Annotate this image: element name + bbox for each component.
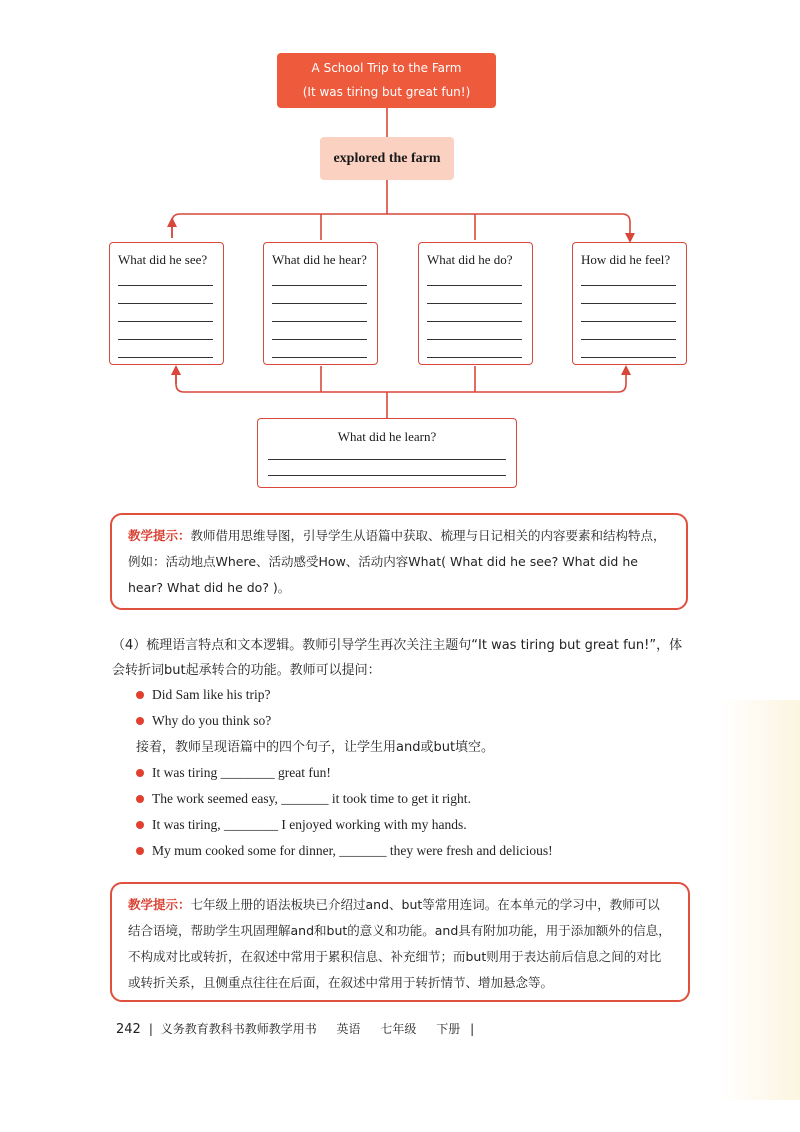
question-box-see xyxy=(109,242,224,365)
bullet-dot-icon xyxy=(136,821,144,829)
volume: 下册 xyxy=(436,1022,461,1036)
book-title: 义务教育教科书教师教学用书 xyxy=(160,1022,317,1036)
question-bullet xyxy=(136,710,271,732)
question-label: What did he see? xyxy=(118,252,208,267)
title-line-2: (It was tiring but great fun!) xyxy=(302,85,471,99)
bullet-text: It was tiring ________ great fun! xyxy=(152,765,331,780)
connector-top-bar xyxy=(172,214,630,238)
answer-line xyxy=(118,321,213,322)
answer-line xyxy=(118,303,213,304)
answer-line xyxy=(581,357,676,358)
bullet-text: The work seemed easy, _______ it took time to get it right. xyxy=(152,791,471,806)
tip-text: 七年级上册的语法板块已介绍过and、but等常用连词。在本单元的学习中，教师可以结合语境，帮助学生巩固理解and和but的意义和功能。and具有附加功能，用于添加额外的信息，不构成对比或转折，在叙述中常用于累积信息、补充细节；而but则用于表达前后信息之间的对比或转折关系，且侧重点往往在后面，在叙述中常用于转折情节、增加悬念等。 xyxy=(128,897,671,990)
section-paragraph-4: （4）梳理语言特点和文本逻辑。教师引导学生再次关注主题句“It was tiring but great fun!”，体会转折词but起承转合的功能。教师可以提问： xyxy=(112,638,683,678)
question-box-do xyxy=(418,242,533,365)
bullet-dot-icon xyxy=(136,769,144,777)
answer-line xyxy=(427,357,522,358)
answer-line xyxy=(581,285,676,286)
bullet-text: Why do you think so? xyxy=(152,713,272,728)
page-number: 242 xyxy=(116,1022,141,1037)
sentence-bullet xyxy=(136,762,331,784)
answer-line xyxy=(581,321,676,322)
bullet-dot-icon xyxy=(136,847,144,855)
page-footer: 242 | 义务教育教科书教师教学用书 英语 七年级 下册 | xyxy=(116,1022,475,1037)
answer-line xyxy=(268,475,506,476)
answer-line xyxy=(118,357,213,358)
bullet-dot-icon xyxy=(136,717,144,725)
question-label: What did he hear? xyxy=(272,252,367,267)
connector-bottom-bar xyxy=(176,368,626,392)
title-line-1: A School Trip to the Farm xyxy=(311,61,462,75)
answer-line xyxy=(272,303,367,304)
question-label: How did he feel? xyxy=(581,252,671,267)
answer-line xyxy=(272,285,367,286)
bullet-dot-icon xyxy=(136,691,144,699)
answer-line xyxy=(272,339,367,340)
question-bullet xyxy=(136,684,271,706)
answer-line xyxy=(427,321,522,322)
sentence-bullet xyxy=(136,840,553,862)
answer-line xyxy=(427,339,522,340)
answer-line xyxy=(272,357,367,358)
bullet-text: Did Sam like his trip? xyxy=(152,687,271,702)
grade: 七年级 xyxy=(380,1022,417,1036)
question-box-feel xyxy=(572,242,687,365)
question-label: What did he do? xyxy=(427,252,513,267)
tip-label: 教学提示： xyxy=(128,897,191,912)
answer-line xyxy=(118,285,213,286)
answer-line xyxy=(581,303,676,304)
tip-text: 教师借用思维导图，引导学生从语篇中获取、梳理与日记相关的内容要素和结构特点，例如：活动地点Where、活动感受How、活动内容What( What did he see? What did he hear? What did he do? )。 xyxy=(128,528,666,595)
question-box-hear xyxy=(263,242,378,365)
answer-line xyxy=(272,321,367,322)
bullet-text: It was tiring, ________ I enjoyed working with my hands. xyxy=(152,817,467,832)
answer-line xyxy=(268,459,506,460)
sentence-bullet xyxy=(136,788,471,810)
learn-box xyxy=(257,418,517,488)
bullet-dot-icon xyxy=(136,795,144,803)
section-paragraph-next: 接着，教师呈现语篇中的四个句子，让学生用and或but填空。 xyxy=(136,740,495,755)
answer-line xyxy=(581,339,676,340)
bullet-text: My mum cooked some for dinner, _______ they were fresh and delicious! xyxy=(152,843,553,858)
sentence-bullet xyxy=(136,814,467,836)
page-edge-shadow xyxy=(720,700,800,1100)
answer-line xyxy=(427,285,522,286)
answer-line xyxy=(118,339,213,340)
subject: 英语 xyxy=(336,1022,361,1036)
tip-label: 教学提示： xyxy=(128,528,191,543)
learn-label: What did he learn? xyxy=(337,429,437,444)
teaching-tip-2 xyxy=(110,882,690,1002)
answer-line xyxy=(427,303,522,304)
teaching-tip-1 xyxy=(110,513,688,610)
mind-map-center: explored the farm xyxy=(320,137,454,180)
mind-map-title xyxy=(277,53,496,108)
